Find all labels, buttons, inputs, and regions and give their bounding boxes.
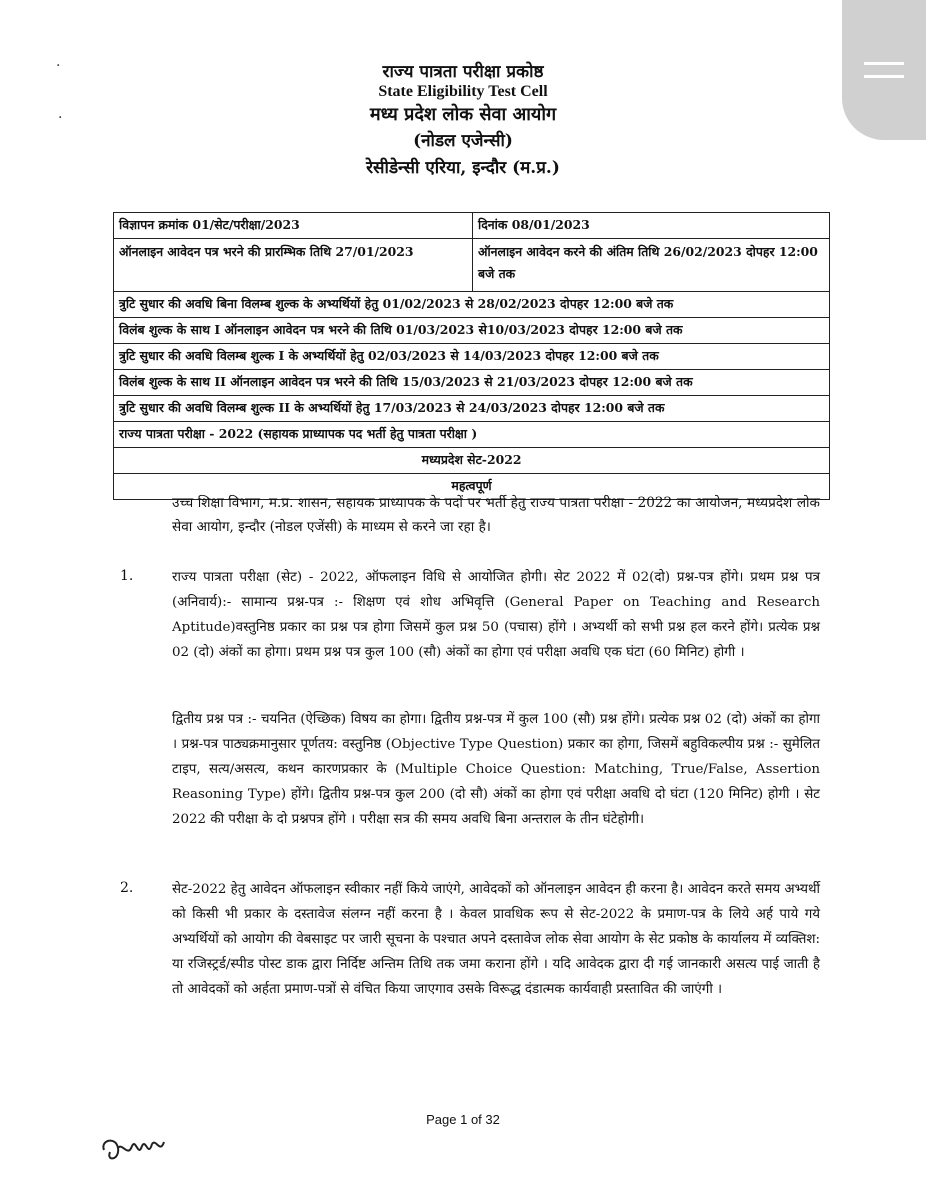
paragraph-2: सेट-2022 हेतु आवेदन ऑफलाइन स्वीकार नहीं किये जाएंगे, आवेदकों को ऑनलाइन आवेदन ही करना है। आवेदन करते समय अभ्यर्थी को किसी भी प्रकार के दस्तावेज संलग्न नहीं करना है । केवल प्रावधिक रूप से सेट-2022 के प्रमाण-पत्र के लिये अर्ह पाये गये अभ्यर्थियों को आयोग की वेबसाइट पर जारी सूचना के पश्चात अपने दस्तावेज लोक सेवा आयोग के सेट प्रकोष्ठ के कार्यालय में व्यक्तिश: या रजिस्ट्रर्ड/स्पीड पोस्ट डाक द्वारा निर्दिष्ट अन्तिम तिथि तक जमा कराना होंगे । यदि आवेदक द्वारा दी गई जानकारी असत्य पाई जाती है तो आवेदकों को अर्हता प्रमाण-पत्रों से वंचित किया जाएगाव उसके विरूद्ध दंडात्मक कार्यवाही प्रस्तावित की जाएंगी । [172, 882, 820, 997]
table-row [114, 448, 830, 474]
schedule-table [113, 212, 830, 500]
table-row [114, 213, 830, 239]
online-start-date: ऑनलाइन आवेदन पत्र भरने की प्रारम्भिक तिथि 27/01/2023 [114, 239, 473, 292]
header-line-4: (नोडल एजेन्सी) [413, 131, 513, 151]
table-row [114, 396, 830, 422]
set-name-row: मध्यप्रदेश सेट-2022 [114, 448, 830, 474]
schedule-row-1: त्रुटि सुधार की अवधि बिना विलम्ब शुल्क के अभ्यर्थियों हेतु 01/02/2023 से 28/02/2023 दोपहर 12:00 बजे तक [114, 292, 830, 318]
table-row [114, 344, 830, 370]
table-row [114, 239, 830, 292]
exam-title-row: राज्य पात्रता परीक्षा - 2022 (सहायक प्राध्यापक पद भर्ती हेतु पात्रता परीक्षा ) [114, 422, 830, 448]
table-row [114, 370, 830, 396]
header-line-5: रेसीडेन्सी एरिया, इन्दौर (म.प्र.) [366, 158, 560, 178]
advertisement-date: दिनांक 08/01/2023 [473, 213, 830, 239]
paragraph-2-number: 2. [120, 880, 134, 896]
schedule-row-3: त्रुटि सुधार की अवधि विलम्ब शुल्क I के अभ्यर्थियों हेतु 02/03/2023 से 14/03/2023 दोपहर 12:00 बजे तक [114, 344, 830, 370]
header-line-3: मध्य प्रदेश लोक सेवा आयोग [369, 104, 557, 125]
scan-speck: · [56, 58, 61, 74]
paragraph-1-number: 1. [120, 568, 134, 584]
important-row: महत्वपूर्ण [114, 474, 830, 500]
header-line-2: State Eligibility Test Cell [378, 83, 548, 100]
schedule-row-5: त्रुटि सुधार की अवधि विलम्ब शुल्क II के अभ्यर्थियों हेतु 17/03/2023 से 24/03/2023 दोपहर 12:00 बजे तक [114, 396, 830, 422]
table-row [114, 318, 830, 344]
table-row [114, 422, 830, 448]
intro-paragraph: उच्च शिक्षा विभाग, म.प्र. शासन, सहायक प्राध्यापक के पदों पर भर्ती हेतु राज्य पात्रता परीक्षा - 2022 का आयोजन, मध्यप्रदेश लोक सेवा आयोग, इन्दौर (नोडल एजेंसी) के माध्यम से करने जा रहा है। [172, 495, 820, 535]
schedule-row-4: विलंब शुल्क के साथ II ऑनलाइन आवेदन पत्र भरने की तिथि 15/03/2023 से 21/03/2023 दोपहर 12:00 बजे तक [114, 370, 830, 396]
table-row [114, 292, 830, 318]
header-line-1: राज्य पात्रता परीक्षा प्रकोष्ठ [382, 62, 544, 82]
document-header [0, 62, 926, 182]
paragraph-1-part-b: द्वितीय प्रश्न पत्र :- चयनित (ऐच्छिक) विषय का होगा। द्वितीय प्रश्न-पत्र में कुल 100 (सौ) प्रश्न होंगे। प्रत्येक प्रश्न 02 (दो) अंकों का होगा । प्रश्न-पत्र पाठ्यक्रमानुसार पूर्णतय: वस्तुनिष्ठ (Objective Type Question) प्रकार का होगा, जिसमें बहुविकल्पीय प्रश्न :- सुमेलित टाइप, सत्य/असत्य, कथन कारणप्रकार के (Multiple Choice Question: Matching, True/False, Assertion Reasoning Type) होंगे। द्वितीय प्रश्न-पत्र कुल 200 (दो सौ) अंकों का होगा एवं परीक्षा अवधि दो घंटा (120 मिनिट) होगी । सेट 2022 की परीक्षा के दो प्रश्नपत्र होंगे । परीक्षा सत्र की समय अवधि बिना अन्तराल के तीन घंटेहोगी। [172, 712, 820, 827]
online-last-date: ऑनलाइन आवेदन करने की अंतिम तिथि 26/02/2023 दोपहर 12:00 बजे तक [473, 239, 830, 292]
handwritten-signature [98, 1128, 170, 1178]
scan-speck: · [58, 110, 63, 126]
paragraph-1-part-a: राज्य पात्रता परीक्षा (सेट) - 2022, ऑफलाइन विधि से आयोजित होगी। सेट 2022 में 02(दो) प्रश्न-पत्र होंगे। प्रथम प्रश्न पत्र (अनिवार्य):- सामान्य प्रश्न-पत्र :- शिक्षण एवं शोध अभिवृत्ति (General Paper on Teaching and Research Aptitude)वस्तुनिष्ठ प्रकार का प्रश्न पत्र होगा जिसमें कुल प्रश्न 50 (पचास) होंगे । अभ्यर्थी को सभी प्रश्न हल करने होंगे। प्रत्येक प्रश्न 02 (दो) अंकों का होगा। प्रथम प्रश्न पत्र कुल 100 (सौ) अंकों का होगा एवं परीक्षा अवधि एक घंटा (60 मिनिट) होगी । [172, 570, 820, 660]
page-number: Page 1 of 32 [426, 1112, 500, 1127]
schedule-row-2: विलंब शुल्क के साथ I ऑनलाइन आवेदन पत्र भरने की तिथि 01/03/2023 से10/03/2023 दोपहर 12:00 बजे तक [114, 318, 830, 344]
advertisement-number: विज्ञापन क्रमांक 01/सेट/परीक्षा/2023 [114, 213, 473, 239]
